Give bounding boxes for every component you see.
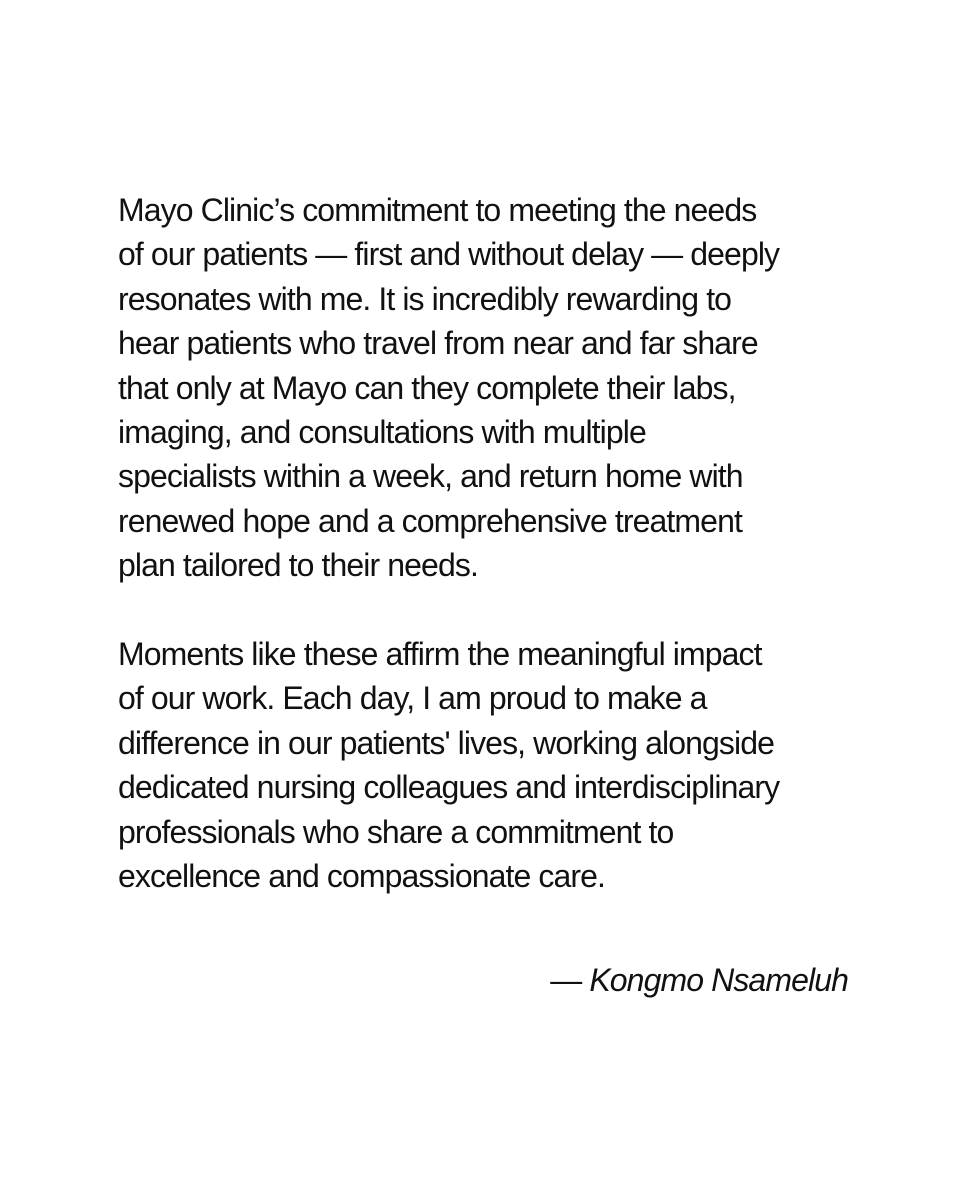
- quote-line: excellence and compassionate care.: [118, 858, 606, 895]
- quote-line: of our patients — first and without delay — deeply: [118, 236, 780, 273]
- quote-line: plan tailored to their needs.: [118, 547, 478, 584]
- author-name: Kongmo Nsameluh: [589, 962, 848, 998]
- quote-line: professionals who share a commitment to: [118, 813, 674, 850]
- quote-line: resonates with me. It is incredibly rewarding to: [118, 280, 732, 317]
- quote-line: dedicated nursing colleagues and interdisciplinary: [118, 769, 780, 806]
- quote-line: specialists within a week, and return home with: [118, 458, 743, 495]
- quote-line: Moments like these affirm the meaningful impact: [118, 636, 762, 673]
- quote-paragraph-2: [118, 632, 858, 898]
- quote-line: difference in our patients' lives, working alongside: [118, 724, 775, 761]
- attribution-dash: —: [550, 962, 582, 998]
- quote-line: hear patients who travel from near and far share: [118, 325, 758, 362]
- quote-line: renewed hope and a comprehensive treatment: [118, 502, 742, 539]
- quote-line: that only at Mayo can they complete their labs,: [118, 369, 736, 406]
- quote-line: of our work. Each day, I am proud to make a: [118, 680, 707, 717]
- quote-attribution: [550, 958, 848, 1002]
- quote-paragraph-1: [118, 188, 858, 588]
- quote-body: [118, 188, 858, 898]
- quote-line: imaging, and consultations with multiple: [118, 414, 646, 451]
- quote-line: Mayo Clinic’s commitment to meeting the needs: [118, 192, 757, 228]
